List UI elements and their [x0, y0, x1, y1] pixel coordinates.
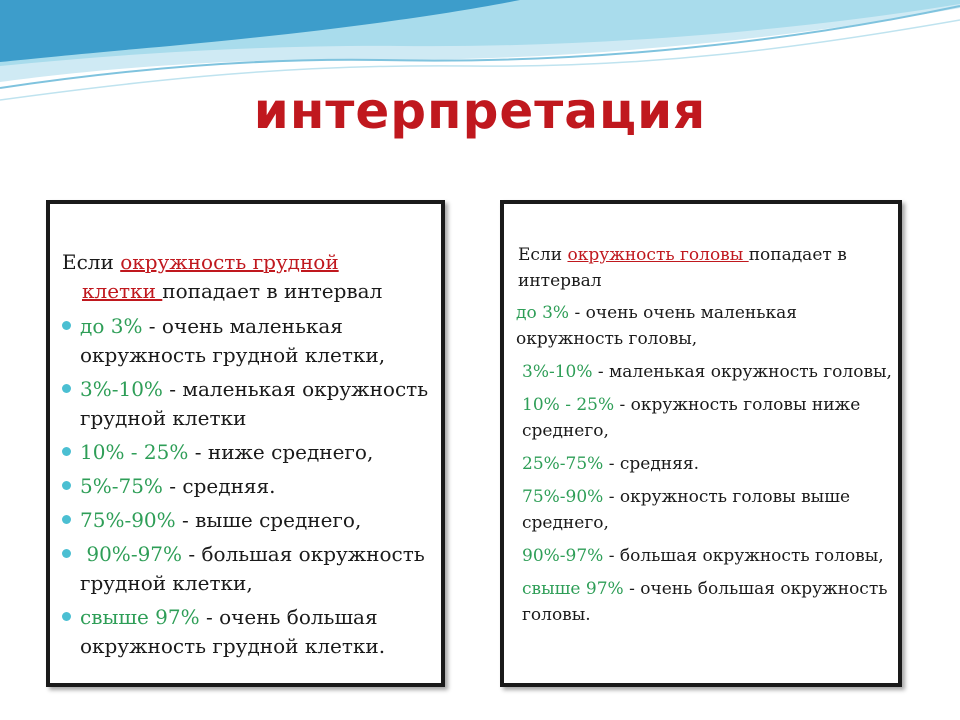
range-label: 90%-97% — [86, 542, 183, 566]
head-interval-list — [516, 300, 896, 635]
bullet-icon — [62, 515, 71, 524]
head-intro-link: окружность головы — [567, 245, 749, 265]
range-label: 90%-97% — [522, 546, 604, 566]
bullet-icon — [62, 447, 71, 456]
chest-intro-link-line2: клетки — [82, 279, 163, 303]
range-description: - большая окружность головы, — [603, 546, 884, 566]
list-item — [516, 300, 896, 352]
range-label: свыше 97% — [80, 605, 200, 629]
list-item — [62, 506, 437, 535]
range-label: 25%-75% — [522, 454, 604, 474]
bullet-icon — [62, 321, 71, 330]
list-item — [516, 484, 896, 536]
list-item — [516, 392, 896, 444]
bullet-icon — [62, 384, 71, 393]
chest-intro — [62, 248, 432, 306]
list-item — [62, 540, 437, 598]
bullet-icon — [62, 549, 71, 558]
range-label: до 3% — [516, 303, 570, 323]
range-label: 10% - 25% — [522, 395, 615, 415]
range-description: - очень маленькая окружность грудной клетки, — [80, 314, 386, 367]
range-description: - маленькая окружность головы, — [592, 362, 892, 382]
chest-intro-suffix: попадает в интервал — [162, 279, 383, 303]
range-description: - выше среднего, — [175, 508, 362, 532]
bullet-icon — [62, 481, 71, 490]
range-description: - ниже среднего, — [188, 440, 374, 464]
chest-intro-link-line1: окружность грудной — [120, 250, 339, 274]
list-item — [62, 603, 437, 661]
range-description: - очень большая окружность головы. — [522, 579, 888, 625]
head-intro-suffix: попадает в интервал — [518, 245, 847, 291]
list-item — [516, 359, 896, 385]
range-label: 3%-10% — [80, 377, 163, 401]
range-label: 75%-90% — [80, 508, 176, 532]
list-item — [516, 576, 896, 628]
head-intro — [518, 242, 893, 294]
bullet-icon — [62, 612, 71, 621]
head-circumference-box — [500, 200, 902, 687]
chest-intro-prefix: Если — [62, 250, 121, 274]
range-description: - маленькая окружность грудной клетки — [80, 377, 429, 430]
chest-circumference-box — [46, 200, 445, 687]
list-item — [62, 438, 437, 467]
range-description: - очень очень маленькая окружность головы, — [516, 303, 797, 349]
list-item — [516, 451, 896, 477]
chest-interval-list — [62, 312, 437, 666]
range-description: - окружность головы ниже среднего, — [522, 395, 861, 441]
range-description: - очень большая окружность грудной клетки. — [80, 605, 386, 658]
range-label: 5%-75% — [80, 474, 163, 498]
list-item — [516, 543, 896, 569]
range-label: до 3% — [80, 314, 143, 338]
list-item — [62, 312, 437, 370]
range-label: 3%-10% — [522, 362, 593, 382]
range-label: 75%-90% — [522, 487, 604, 507]
range-description: - большая окружность грудной клетки, — [80, 542, 425, 595]
range-label: свыше 97% — [522, 579, 624, 599]
range-label: 10% - 25% — [80, 440, 189, 464]
range-description: - средняя. — [162, 474, 276, 498]
range-description: - окружность головы выше среднего, — [522, 487, 851, 533]
head-intro-prefix: Если — [518, 245, 568, 265]
slide-title: интерпретация — [253, 82, 707, 140]
list-item — [62, 472, 437, 501]
range-description: - средняя. — [603, 454, 699, 474]
list-item — [62, 375, 437, 433]
